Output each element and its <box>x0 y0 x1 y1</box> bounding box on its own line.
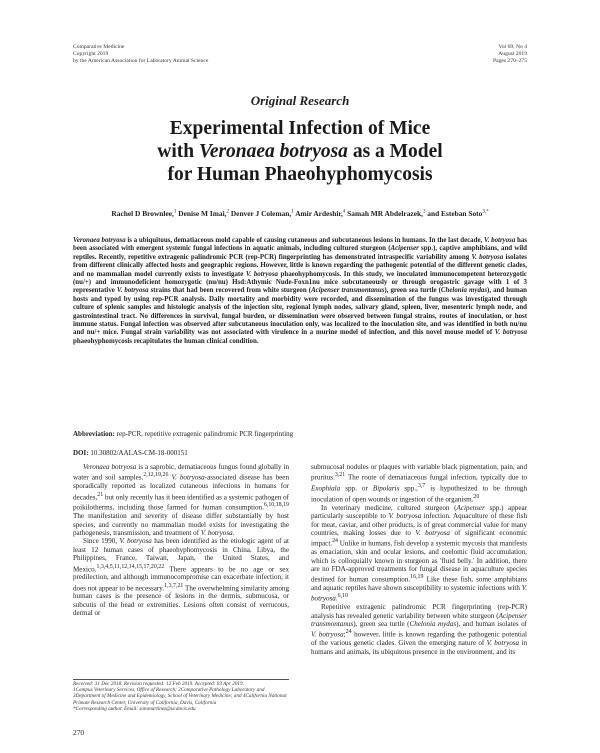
affiliations: 1Campus Veterinary Services, Office of Research; 2Comparative Pathology Laboratory and 3Department of Medicine and Epidemiology, School of Veterinary Medicine; and 4California National Primate Research Center, University of California, Davis, California <box>73 687 287 706</box>
copyright-line: Copyright 2019 <box>73 51 109 57</box>
volume-line: Vol 69, No 4 <box>498 44 527 50</box>
journal-name: Comparative Medicine <box>73 44 125 50</box>
pages-line: Pages 270–275 <box>492 58 527 64</box>
title-part: as a Model <box>347 141 443 162</box>
title-line-3: for Human Phaeohyphomycosis <box>167 164 433 185</box>
title-line-2 <box>60 140 540 163</box>
author: Denise M Imai,$^2$ <box>176 209 229 218</box>
body-paragraph: In veterinary medicine, cultured sturgeon (Acipenser spp.) appear particularly susceptible to V. botryosa infection. Aquaculture of these fish for meat, caviar, and other products, is of great commercial value for many countries, making losses due to V. botryosa of significant economic impact.$^{24}$ Unlike in humans, fish develop a systemic mycosis that manifests as emaciation, skin and ocular lesions, and coelomic fluid accumulation, which is colloquially known in sturgeon as 'fluid belly.' In addition, there are no FDA-approved treatments for fungal disease in aquaculture species destined for human consumption.$^{16,19}$ Like these fish, some amphibians and aquatic reptiles have shown susceptibility to systemic infections with V. botryosa.$^{6,10}$ <box>311 503 528 603</box>
abbreviation-label: Abbreviation: <box>73 430 115 438</box>
author-list <box>60 209 540 218</box>
date-line: August 2019 <box>498 51 527 57</box>
body-column-right <box>311 463 527 656</box>
footnotes <box>73 681 289 712</box>
journal-header-left <box>73 44 208 65</box>
title-line-1: Experimental Infection of Mice <box>169 118 431 139</box>
abbreviation-text: rep-PCR, repetitive extragenic palindromic PCR fingerprinting <box>114 430 294 438</box>
body-paragraph: Repetitive extragenic palindromic PCR fingerprinting (rep-PCR) analysis has revealed genetic variability between white sturgeon (Acipenser transmontanus), green sea turtle (Chelonia mydas), and human isolates of V. botryosa;$^{24}$ however, little is known regarding the pathogenic potential of the various genetic clades. Given the emerging nature of V. botryosa in humans and animals, its ubiquitous presence in the environment, and its <box>311 603 528 656</box>
author: and Esteban Soto$^{3,*}$ <box>425 209 489 218</box>
corresponding-author: *Corresponding author. Email: sotomartinez@ucdavis.edu <box>73 705 196 712</box>
author: Amir Ardeshir,$^4$ <box>293 209 346 218</box>
footnote-divider <box>73 679 289 680</box>
title-part: with <box>157 141 199 162</box>
abbreviation-line <box>73 430 527 438</box>
title-species: Veronaea botryosa <box>198 141 348 162</box>
article-title <box>60 117 540 186</box>
body-paragraph: Veronaea botryosa is a saprobic, dematiaceous fungus found globally in water and soil samples.$^{2,12,19,26}$ V. botryosa-associated disease has been sporadically reported as localized cutaneous infections in humans for decades,$^{21}$ but only recently has it been identified as a systemic pathogen of poikilotherms, including those farmed for human consumption.$^{6,10,18,19}$ The manifestation and severity of disease differ substantially by host species, and currently no mammalian model exists for investigating the pathogenesis, transmission, and treatment of V. botryosa. <box>73 463 289 537</box>
body-paragraph: submucosal nodules or plaques with variable black pigmentation, pain, and pruritus.$^{3,21}$ The route of dematiaceous fungal infection, typically due to Exophiala spp. or Bipolaris spp.,$^{3,7}$ is hypothesized to be through inoculation of open wounds or ingestion of the organism.$^{20}$ <box>311 463 528 504</box>
author: Rachel D Brownlee,$^1$ <box>111 209 177 218</box>
page-number: 270 <box>73 728 85 737</box>
body-column-left <box>73 463 289 618</box>
journal-header-right <box>493 44 527 65</box>
doi-link[interactable]: 10.30802/AALAS-CM-18-000151 <box>88 449 188 457</box>
author: Samah MR Abdelrazek,$^3$ <box>345 209 426 218</box>
body-paragraph: Since 1990, V. botryosa has been identified as the etiologic agent of at least 12 human cases of phaeohyphomycosis in China, Libya, the Philippines, France, Taiwan, Japan, the United States, and Mexico.$^{1,3,4,5,11,12,14,15,17,20,22}$ There appears to be no age or sex predilection, and although immunocompromise can exacerbate infection, it does not appear to be necessary.$^{1,3,7,21}$ The overwhelming similarity among human cases is the presence of lesions in the dermis, submucosa, or subcutis of the head or extremities. Lesions often consist of verrucous, dermal or <box>73 537 290 618</box>
publisher-line: by the American Association for Laboratory Animal Science <box>73 58 209 64</box>
doi-line <box>73 449 527 457</box>
received-dates: Received: 31 Dec 2018. Revision requested: 12 Feb 2019. Accepted: 03 Apr 2019. <box>73 681 244 687</box>
abstract: Veronaea botryosa is a ubiquitous, dematiaceous mold capable of causing cutaneous and subcutaneous lesions in humans. In the last decade, V. botryosa has been associated with emergent systemic fungal infections in aquatic animals, including cultured sturgeon (Acipenser spp.), captive amphibians, and wild reptiles. Recently, repetitive extragenic palindromic PCR (rep-PCR) fingerprinting has demonstrated intraspecific variability among V. botryosa isolates from different clinically affected hosts and geographic regions. However, little is known regarding the pathogenic potential of the different genetic clades, and no mammalian model currently exists to investigate V. botryosa phaeohyphomycosis. In this study, we inoculated immunocompetent heterozygotic (nu/+) and immunodeficient homozygotic (nu/nu) Hsd:Athymic Nude-Foxn1nu mice subcutaneously or through orogastric gavage with 1 of 3 representative V. botryosa strains that had been recovered from white sturgeon (Acipenser transmontanus), green sea turtle (Chelonia mydas), and human hosts and typed by using rep-PCR analysis. Daily mortality and morbidity were recorded, and dissemination of the fungus was investigated through culture of splenic samples and histologic analysis of the injection site, regional lymph nodes, salivary gland, spleen, liver, mesenteric lymph node, and gastrointestinal tract. No differences in survival, fungal burden, or dissemination were observed between fungal strains, routes of inoculation, or host immune status. Fungal infection was observed after subcutaneous inoculation only, was localized to the inoculation site, and was identified in both nu/nu and nu/+ mice. Fungal strain variability was not associated with virulence in a murine model of infection, and this novel mouse model of V. botryosa phaeohyphomycosis recapitulates the human clinical condition. <box>73 237 527 345</box>
author: Denver J Coleman,$^1$ <box>228 209 294 218</box>
section-label: Original Research <box>250 93 350 108</box>
doi-label: DOI: <box>73 449 89 457</box>
